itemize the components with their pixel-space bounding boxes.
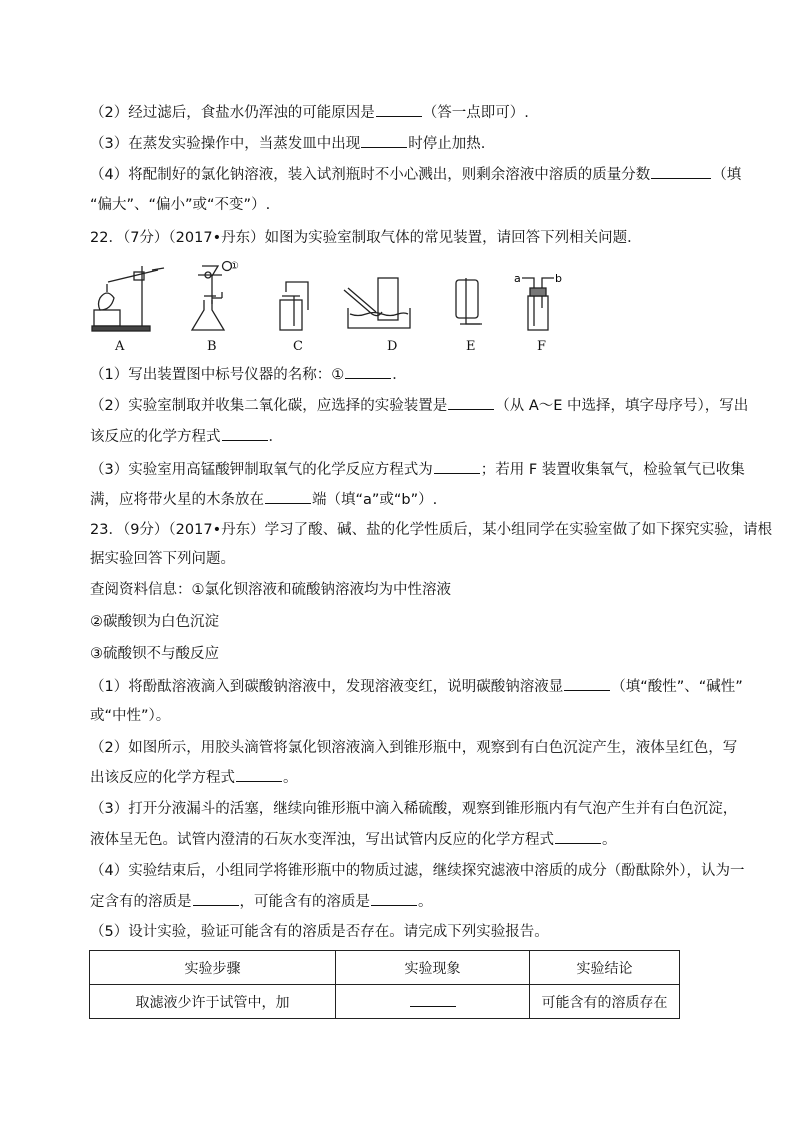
- apparatus-label: B: [207, 339, 217, 354]
- q21-part2: （2）经过滤后，食盐水仍浑浊的可能原因是 （答一点即可）.: [90, 102, 529, 123]
- apparatus-c-icon: [280, 282, 308, 330]
- apparatus-label: F: [537, 339, 547, 354]
- marker-b: b: [555, 272, 562, 285]
- table-cell: 可能含有的溶质存在: [530, 985, 680, 1019]
- q23-part1-line2: 或“中性”）。: [90, 708, 171, 724]
- answer-blank[interactable]: [410, 992, 456, 1007]
- answer-blank[interactable]: [555, 829, 601, 844]
- answer-blank[interactable]: [193, 891, 239, 906]
- apparatus-label: C: [293, 339, 303, 354]
- q23-info2: ②碳酸钡为白色沉淀: [90, 614, 219, 630]
- column-header: 实验步骤: [90, 951, 336, 985]
- q23-info: 查阅资料信息：①氯化钡溶液和硫酸钠溶液均为中性溶液: [90, 582, 451, 598]
- marker-1: ①: [230, 261, 239, 272]
- q22-part3-line2: 满，应将带火星的木条放在 端（填“a”或“b”）.: [90, 489, 437, 510]
- q23-part3: （3）打开分液漏斗的活塞，继续向锥形瓶中滴入稀硫酸，观察到锥形瓶内有气泡产生并有白色沉淀，: [90, 801, 738, 817]
- answer-blank[interactable]: [564, 676, 610, 691]
- column-header: 实验现象: [336, 951, 530, 985]
- table-row: [90, 985, 680, 1019]
- apparatus-b-icon: [192, 262, 232, 331]
- answer-blank[interactable]: [222, 426, 268, 441]
- table-cell: [336, 985, 530, 1019]
- q23-part2-line2: 出该反应的化学方程式 。: [90, 767, 298, 788]
- apparatus-label: E: [466, 339, 476, 354]
- apparatus-figure: [90, 256, 580, 360]
- apparatus-a-icon: [92, 266, 164, 331]
- q23-part4: （4）实验结束后，小组同学将锥形瓶中的物质过滤，继续探究滤液中溶质的成分（酚酞除外），认为一: [90, 863, 745, 879]
- apparatus-f-icon: [522, 278, 554, 330]
- table-cell: 取滤液少许于试管中，加: [90, 985, 336, 1019]
- answer-blank[interactable]: [361, 133, 407, 148]
- q23-part4-line2: 定含有的溶质是 ，可能含有的溶质是 。: [90, 891, 433, 912]
- answer-blank[interactable]: [651, 164, 711, 179]
- q22-part1: （1）写出装置图中标号仪器的名称：① ．: [90, 364, 407, 385]
- apparatus-label: D: [387, 339, 398, 354]
- answer-blank[interactable]: [265, 489, 311, 504]
- apparatus-d-icon: [344, 278, 410, 328]
- answer-blank[interactable]: [236, 767, 282, 782]
- q21-part4: （4）将配制好的氯化钠溶液，装入试剂瓶时不小心溅出，则剩余溶液中溶质的质量分数 （填: [90, 164, 741, 185]
- q23-part1: （1）将酚酞溶液滴入到碳酸钠溶液中，发现溶液变红，说明碳酸钠溶液显 （填“酸性”、“碱性”: [90, 676, 743, 697]
- marker-a: a: [514, 272, 521, 285]
- q22-part3: （3）实验室用高锰酸钾制取氧气的化学反应方程式为 ；若用 F 装置收集氧气，检验氧气已收集: [90, 459, 745, 480]
- q23-part5: （5）设计实验，验证可能含有的溶质是否存在。请完成下列实验报告。: [90, 924, 549, 940]
- q21-part3: （3）在蒸发实验操作中，当蒸发皿中出现 时停止加热.: [90, 133, 485, 154]
- q23-header-line2: 据实验回答下列问题。: [90, 551, 235, 567]
- q22-part2: （2）实验室制取并收集二氧化碳，应选择的实验装置是 （从 A～E 中选择，填字母序号），写出: [90, 395, 748, 416]
- answer-blank[interactable]: [371, 891, 417, 906]
- answer-blank[interactable]: [448, 395, 494, 410]
- q23-part3-line2: 液体呈无色。试管内澄清的石灰水变浑浊，写出试管内反应的化学方程式 。: [90, 829, 617, 850]
- q22-header: 22．（7分）（2017•丹东）如图为实验室制取气体的常见装置，请回答下列相关问题．: [90, 230, 642, 246]
- q21-part4-line2: “偏大”、“偏小”或“不变”）.: [90, 197, 271, 213]
- experiment-report-table: [89, 950, 680, 1019]
- answer-blank[interactable]: [434, 459, 480, 474]
- q23-header: 23．（9分）（2017•丹东）学习了酸、碱、盐的化学性质后，某小组同学在实验室做了如下探究实验，请根: [90, 522, 773, 538]
- column-header: 实验结论: [530, 951, 680, 985]
- answer-blank[interactable]: [376, 102, 422, 117]
- q22-part2-line2: 该反应的化学方程式 ．: [90, 426, 283, 447]
- apparatus-e-icon: [456, 278, 482, 324]
- answer-blank[interactable]: [345, 364, 391, 379]
- table-header-row: [90, 951, 680, 985]
- q23-part2: （2）如图所示，用胶头滴管将氯化钡溶液滴入到锥形瓶中，观察到有白色沉淀产生，液体呈红色，写: [90, 740, 738, 756]
- q23-info3: ③硫酸钡不与酸反应: [90, 646, 219, 662]
- apparatus-label: A: [115, 339, 125, 354]
